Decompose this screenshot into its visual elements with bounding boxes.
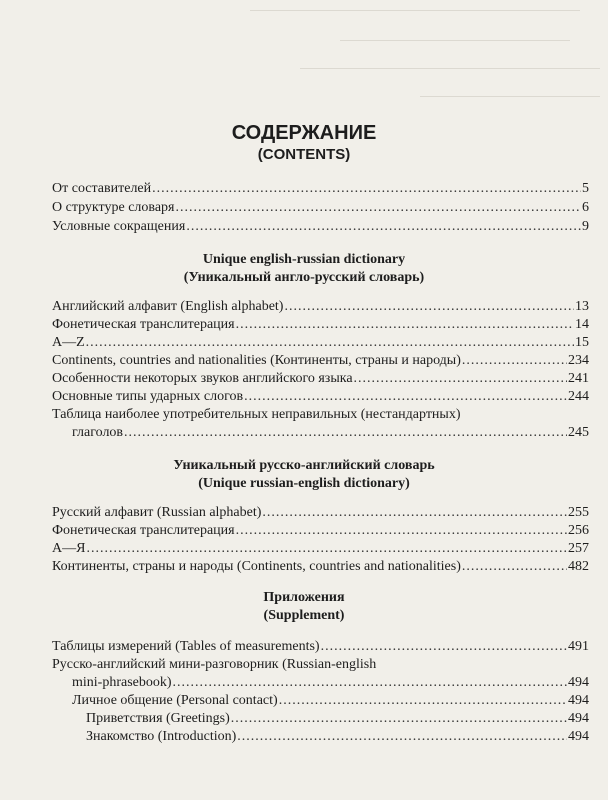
toc-label: Фонетическая транслитерация	[52, 317, 235, 332]
dot-leader	[175, 199, 581, 216]
dot-leader	[86, 540, 567, 557]
toc-label: Континенты, страны и народы (Continents, countries and nationalities)	[52, 559, 461, 574]
dot-leader	[86, 334, 574, 351]
dot-leader	[244, 388, 567, 405]
toc-page: 491	[568, 639, 589, 654]
toc-page: 255	[568, 505, 589, 520]
toc-label: Приветствия (Greetings)	[86, 711, 230, 726]
toc-entry[interactable]	[52, 504, 589, 521]
dot-leader	[236, 316, 574, 333]
toc-page: 234	[568, 353, 589, 368]
toc-entry[interactable]	[52, 370, 589, 387]
section-subtitle: (Unique russian-english dictionary)	[198, 476, 410, 491]
section-title: Unique english-russian dictionary	[202, 252, 406, 267]
toc-entry[interactable]	[52, 298, 589, 315]
toc-entry[interactable]	[52, 218, 589, 235]
toc-page: 9	[582, 219, 589, 234]
toc-page: 494	[568, 711, 589, 726]
dot-leader	[186, 218, 581, 235]
section-title: Уникальный русско-английский словарь	[173, 458, 435, 473]
toc-label: О структуре словаря	[52, 200, 175, 215]
dot-leader	[173, 674, 567, 691]
toc-entry[interactable]	[52, 334, 589, 351]
toc-entry[interactable]	[52, 316, 589, 333]
toc-page: 6	[582, 200, 589, 215]
toc-label-line[interactable]: Русско-английский мини-разговорник (Russian-english	[52, 657, 377, 672]
toc-entry[interactable]	[52, 558, 589, 575]
toc-entry[interactable]	[52, 638, 589, 655]
toc-label: Английский алфавит (English alphabet)	[52, 299, 284, 314]
toc-label: A—Z	[52, 335, 85, 350]
toc-subentry[interactable]	[86, 728, 589, 745]
dot-leader	[231, 710, 567, 727]
section-title: Приложения	[263, 590, 345, 605]
toc-page: 256	[568, 523, 589, 538]
toc-page: 494	[568, 675, 589, 690]
toc-label: От составителей	[52, 181, 152, 196]
toc-page: 13	[575, 299, 589, 314]
dot-leader	[262, 504, 567, 521]
dot-leader	[462, 558, 567, 575]
toc-page: 15	[575, 335, 589, 350]
toc-page: 244	[568, 389, 589, 404]
toc-label: Русский алфавит (Russian alphabet)	[52, 505, 262, 520]
toc-page: 14	[575, 317, 589, 332]
toc-entry[interactable]	[52, 180, 589, 197]
toc-entry[interactable]	[52, 540, 589, 557]
toc-page: 5	[582, 181, 589, 196]
toc-label: Условные сокращения	[52, 219, 186, 234]
toc-entry[interactable]	[72, 674, 589, 691]
toc-label: Таблицы измерений (Tables of measurements)	[52, 639, 320, 654]
toc-label: глаголов	[72, 425, 124, 440]
toc-subentry[interactable]	[72, 692, 589, 709]
toc-entry[interactable]	[52, 522, 589, 539]
dot-leader	[236, 522, 567, 539]
dot-leader	[284, 298, 574, 315]
page-subtitle: (CONTENTS)	[257, 146, 351, 163]
toc-page: 494	[568, 729, 589, 744]
toc-subentry[interactable]	[86, 710, 589, 727]
dot-leader	[237, 728, 567, 745]
toc-page: 482	[568, 559, 589, 574]
toc-page: 245	[568, 425, 589, 440]
section-subtitle: (Supplement)	[263, 608, 345, 623]
toc-label: Личное общение (Personal contact)	[72, 693, 278, 708]
toc-entry[interactable]	[52, 388, 589, 405]
toc-page: 257	[568, 541, 589, 556]
toc-label: Continents, countries and nationalities (Континенты, страны и народы)	[52, 353, 461, 368]
toc-entry[interactable]	[72, 424, 589, 441]
page-title: СОДЕРЖАНИЕ	[231, 122, 377, 144]
toc-label: Особенности некоторых звуков английского языка	[52, 371, 353, 386]
toc-entry[interactable]	[52, 199, 589, 216]
dot-leader	[124, 424, 567, 441]
toc-label: А—Я	[52, 541, 86, 556]
toc-entry[interactable]	[52, 352, 589, 369]
toc-label: Основные типы ударных слогов	[52, 389, 244, 404]
toc-label: Фонетическая транслитерация	[52, 523, 235, 538]
toc-page: 494	[568, 693, 589, 708]
dot-leader	[152, 180, 581, 197]
toc-label-line[interactable]: Таблица наиболее употребительных неправильных (нестандартных)	[52, 407, 461, 422]
toc-label: mini-phrasebook)	[72, 675, 172, 690]
dot-leader	[279, 692, 567, 709]
dot-leader	[321, 638, 567, 655]
dot-leader	[354, 370, 567, 387]
toc-label: Знакомство (Introduction)	[86, 729, 237, 744]
section-subtitle: (Уникальный англо-русский словарь)	[183, 270, 425, 285]
dot-leader	[462, 352, 567, 369]
toc-page: 241	[568, 371, 589, 386]
